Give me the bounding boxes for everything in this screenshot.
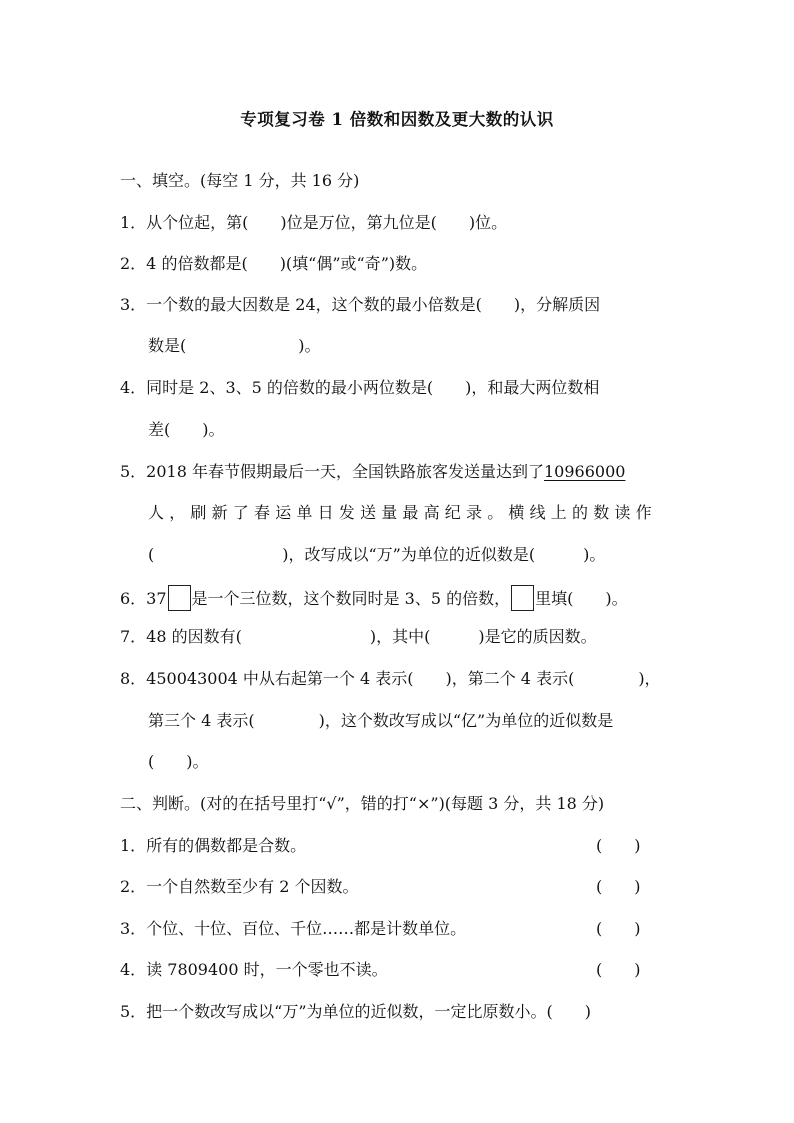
question-1-6 — [120, 585, 628, 611]
question-1-8-line1: 8．450043004 中从右起第一个 4 表示( )，第二个 4 表示( )， — [120, 669, 661, 688]
answer-box-reference — [511, 585, 534, 611]
judge-answer-1[interactable]: ( ) — [596, 836, 641, 855]
question-1-6-middle: 是一个三位数，这个数同时是 3、5 的倍数， — [191, 589, 511, 608]
section-2-heading: 二、判断。(对的在括号里打“√”，错的打“×”)(每题 3 分，共 18 分) — [120, 794, 605, 813]
question-1-5-line2: 人，刷新了春运单日发送量最高纪录。横线上的数读作 — [148, 503, 657, 522]
judge-item-2: 2．一个自然数至少有 2 个因数。 — [120, 877, 359, 896]
judge-answer-3[interactable]: ( ) — [596, 919, 641, 938]
underlined-number: 10966000 — [544, 462, 626, 481]
question-1-3-line1: 3．一个数的最大因数是 24，这个数的最小倍数是( )，分解质因 — [120, 295, 601, 314]
judge-answer-2[interactable]: ( ) — [596, 877, 641, 896]
question-1-4-line1: 4．同时是 2、3、5 的倍数的最小两位数是( )，和最大两位数相 — [120, 378, 600, 397]
judge-item-4: 4．读 7809400 时，一个零也不读。 — [120, 960, 388, 979]
question-1-3-line2: 数是( )。 — [148, 336, 321, 355]
question-1-5-text: 5．2018 年春节假期最后一天，全国铁路旅客发送量达到了 — [120, 462, 544, 481]
question-1-5-line1 — [120, 461, 625, 483]
judge-item-1: 1．所有的偶数都是合数。 — [120, 836, 307, 855]
question-1-8-line2: 第三个 4 表示( )，这个数改写成以“亿”为单位的近似数是 — [148, 711, 614, 730]
question-1-7: 7．48 的因数有( )，其中( )是它的质因数。 — [120, 627, 597, 646]
question-1-2: 2．4 的倍数都是( )(填“偶”或“奇”)数。 — [120, 254, 428, 273]
question-1-8-line3: ( )。 — [148, 752, 209, 771]
question-1-5-line3: ( )，改写成以“万”为单位的近似数是( )。 — [148, 545, 606, 564]
question-1-6-suffix: 里填( )。 — [535, 589, 628, 608]
page-title: 专项复习卷 1 倍数和因数及更大数的认识 — [240, 110, 554, 129]
question-1-1: 1．从个位起，第( )位是万位，第九位是( )位。 — [120, 213, 508, 232]
question-1-6-prefix: 6．37 — [120, 589, 167, 608]
judge-item-5: 5．把一个数改写成以“万”为单位的近似数，一定比原数小。( ) — [120, 1002, 592, 1021]
section-1-heading: 一、填空。(每空 1 分，共 16 分) — [120, 171, 360, 190]
judge-answer-4[interactable]: ( ) — [596, 960, 641, 979]
answer-box[interactable] — [168, 585, 191, 611]
question-1-4-line2: 差( )。 — [148, 420, 225, 439]
judge-item-3: 3．个位、十位、百位、千位……都是计数单位。 — [120, 919, 467, 938]
